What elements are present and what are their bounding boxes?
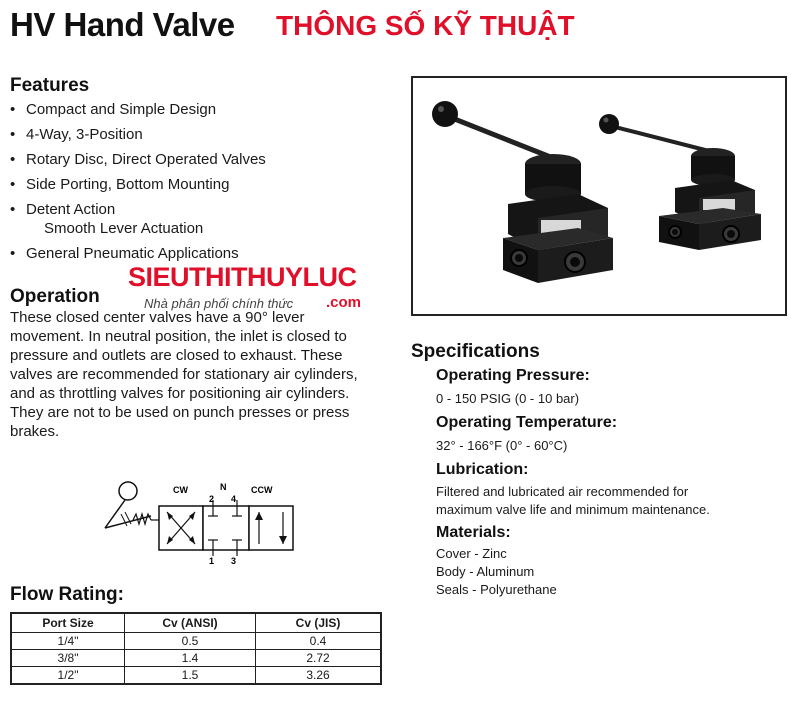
page-subtitle: THÔNG SỐ KỸ THUẬT [276,10,575,41]
operating-temperature-value: 32° - 166°F (0° - 60°C) [436,438,568,453]
feature-item: • Compact and Simple Design [8,100,388,119]
feature-subline: Smooth Lever Actuation [44,220,204,237]
column-header: Cv (JIS) [256,613,382,633]
table-cell: 1/2" [11,667,125,685]
column-header: Port Size [11,613,125,633]
port-4-label: 4 [231,494,237,504]
table-cell: 0.4 [256,633,382,650]
table-row [11,650,381,667]
flow-rating-table [10,612,382,685]
materials-label: Materials: [436,524,511,541]
operating-pressure-label: Operating Pressure: [436,367,590,384]
table-cell: 1.4 [125,650,256,667]
operation-heading: Operation [10,286,100,307]
ccw-label: CCW [251,485,273,495]
hand-valve-illustration [413,78,785,314]
valve-schematic-symbol [95,478,305,568]
feature-item: • Rotary Disc, Direct Operated Valves [8,150,388,169]
flow-rating-heading: Flow Rating: [10,584,124,605]
port-1-label: 1 [209,556,215,566]
table-cell: 1/4" [11,633,125,650]
table-row [11,633,381,650]
specifications-heading: Specifications [411,341,540,362]
lubrication-value-line-2: maximum valve life and minimum maintenance. [436,502,710,517]
neutral-label: N [220,482,227,492]
table-cell: 3.26 [256,667,382,685]
table-cell: 2.72 [256,650,382,667]
table-row [11,667,381,685]
features-heading: Features [10,75,90,96]
lubrication-value-line-1: Filtered and lubricated air recommended for [436,484,689,499]
watermark-domain: .com [326,294,362,311]
operating-pressure-value: 0 - 150 PSIG (0 - 10 bar) [436,391,580,406]
operation-text: These closed center valves have a 90° lever movement. In neutral position, the inlet is closed to pressure and outlets are closed to exhaust. These valves are recommended for stationary air cylinders, and as throttling valves for positioning air cylinders. They are not to be used on punch presses or press brakes. [10,309,358,440]
feature-item: • Detent Action Smooth Lever Actuation [8,200,388,238]
feature-item: • 4-Way, 3-Position [8,125,388,144]
material-item: Body - Aluminum [436,564,535,579]
column-header: Cv (ANSI) [125,613,256,633]
lubrication-label: Lubrication: [436,461,529,478]
table-cell: 3/8" [11,650,125,667]
port-2-label: 2 [209,494,215,504]
product-photo [411,76,787,316]
port-3-label: 3 [231,556,237,566]
features-list [8,100,388,269]
feature-item: • General Pneumatic Applications [8,244,388,263]
table-cell: 1.5 [125,667,256,685]
material-item: Seals - Polyurethane [436,582,557,597]
watermark-tagline: Nhà phân phối chính thức [144,296,294,311]
lever-ball-icon [119,482,137,500]
cw-label: CW [173,485,188,495]
operating-temperature-label: Operating Temperature: [436,414,618,431]
material-item: Cover - Zinc [436,546,507,561]
table-cell: 0.5 [125,633,256,650]
watermark-brand: SIEUTHITHUYLUC [128,262,357,292]
table-header-row [11,613,381,633]
page-title: HV Hand Valve [10,6,235,43]
feature-item: • Side Porting, Bottom Mounting [8,175,388,194]
